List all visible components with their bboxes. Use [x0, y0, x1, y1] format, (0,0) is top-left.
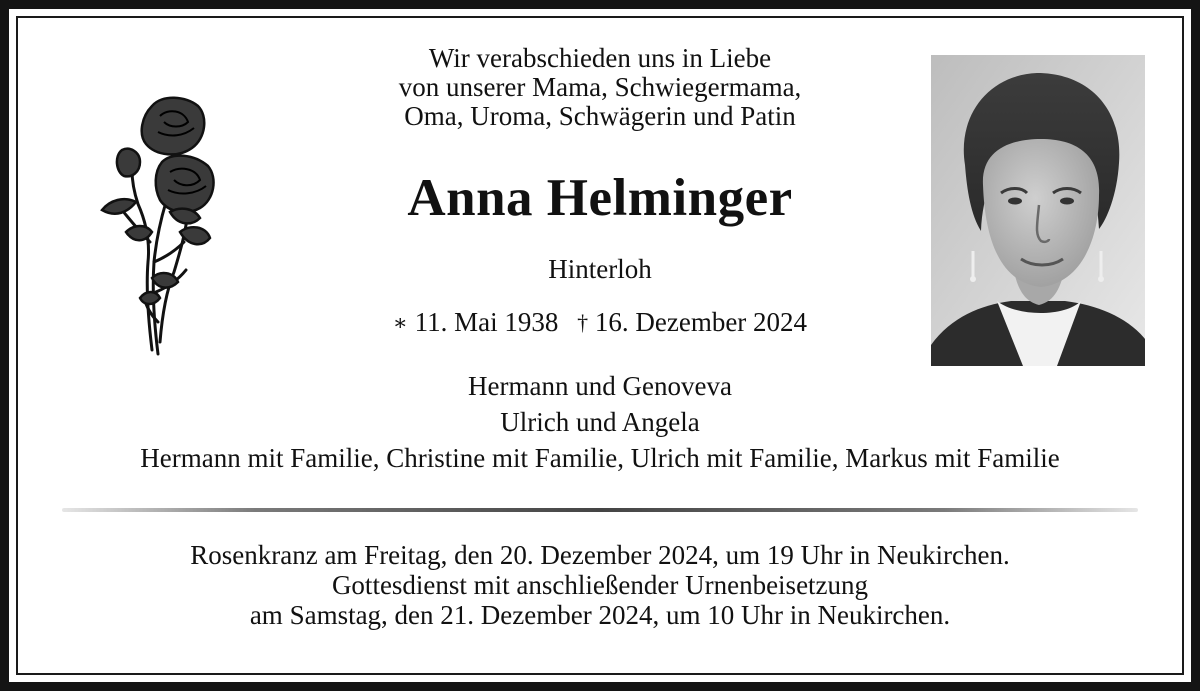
service-line: am Samstag, den 21. Dezember 2024, um 10 Uhr in Neukirchen. — [249, 600, 951, 630]
family-line: Hermann und Genoveva — [468, 371, 732, 401]
family-line: Ulrich und Angela — [500, 407, 700, 437]
intro-text — [300, 44, 900, 131]
residence-place: Hinterloh — [548, 254, 652, 284]
service-line: Rosenkranz am Freitag, den 20. Dezember 2024, um 19 Uhr in Neukirchen. — [190, 540, 1010, 570]
intro-line: Wir verabschieden uns in Liebe — [428, 43, 772, 73]
service-info — [20, 540, 1180, 630]
death-cross-icon: † — [577, 310, 589, 335]
intro-line: von unserer Mama, Schwiegermama, — [398, 72, 802, 102]
life-dates — [300, 306, 900, 340]
portrait-photo — [931, 55, 1145, 366]
birth-date: 11. Mai 1938 — [414, 307, 559, 337]
intro-line: Oma, Uroma, Schwägerin und Patin — [404, 101, 796, 131]
section-divider — [62, 508, 1138, 512]
deceased-name: Anna Helminger — [407, 169, 793, 227]
birth-star-icon: ∗ — [392, 310, 408, 335]
family-line: Hermann mit Familie, Christine mit Familie, Ulrich mit Familie, Markus mit Familie — [140, 443, 1060, 473]
rose-icon — [96, 92, 220, 357]
family-list — [20, 368, 1180, 476]
death-date: 16. Dezember 2024 — [594, 307, 808, 337]
service-line: Gottesdienst mit anschließender Urnenbeisetzung — [331, 570, 869, 600]
